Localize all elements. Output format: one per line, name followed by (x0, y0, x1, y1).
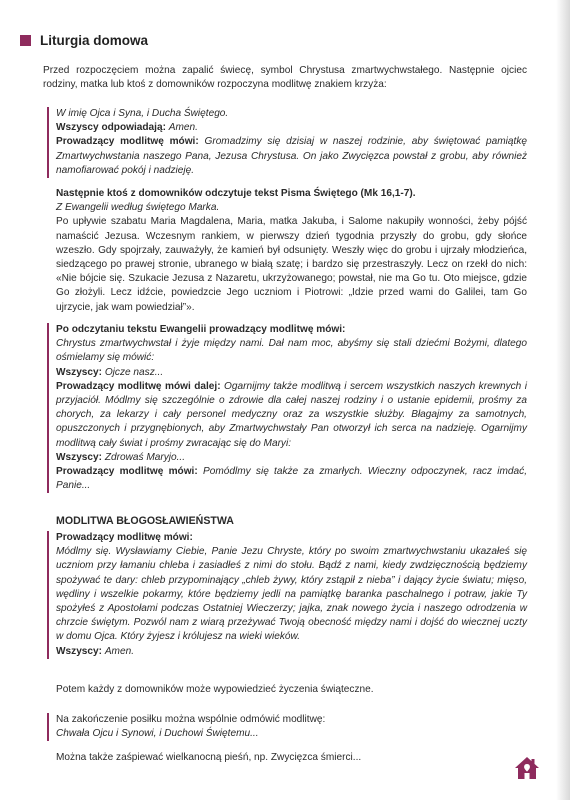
page-title: Liturgia domowa (40, 33, 148, 48)
blessing-title: MODLITWA BŁOGOSŁAWIEŃSTWA (56, 515, 234, 527)
blessing-box (47, 531, 527, 659)
scripture-heading: Następnie ktoś z domowników odczytuje tekst Pisma Świętego (Mk 16,1-7). (56, 188, 416, 199)
intro-paragraph: Przed rozpoczęciem można zapalić świecę, symbol Chrystusa zmartwychwstałego. Następnie ojciec rodziny, matka lub ktoś z domowników rozpoczyna modlitwę znakiem krzyża: (43, 65, 527, 91)
scripture-source: Z Ewangelii według świętego Marka. (56, 202, 220, 214)
closing-prayer: Chwała Ojcu i Synowi, i Duchowi Świętemu... (56, 728, 259, 740)
leader-label: Prowadzący modlitwę mówi: (56, 136, 199, 148)
gospel-prayer-heading: Po odczytaniu tekstu Ewangelii prowadzący modlitwę mówi: (56, 324, 346, 335)
all-label: Wszyscy: (56, 366, 103, 378)
header-marker (20, 35, 31, 46)
home-icon[interactable] (513, 755, 541, 781)
leader-label: Prowadzący modlitwę mówi dalej: (56, 380, 221, 392)
leader-label: Prowadzący modlitwę mówi: (56, 466, 198, 478)
page-edge-shadow (556, 0, 570, 800)
gospel-prayer-text: Chrystus zmartwychwstał i żyje między nami. Dał nam moc, abyśmy się stali dziećmi Bożymi, dlatego ośmielamy się mówić: (56, 338, 527, 364)
leader-label: Prowadzący modlitwę mówi: (56, 532, 193, 543)
all-label: Wszyscy odpowiadają: (56, 122, 166, 134)
opening-box (47, 107, 527, 178)
all-label: Wszyscy: (56, 451, 103, 463)
leader-text: Ogarnijmy także modlitwą i sercem wszystkich naszych krewnych i przyjaciół. Módlmy się szczególnie o zdrowie dla całej naszej rodziny i o ustanie epidemii, prośmy za chorych, za lekarzy i cały personel medyczny oraz za wszystkie służby. Błagajmy za samotnych, opuszczonych i przygnębionych, aby Zmartwychwstały Pan otworzył ich serca na nadzieję. Ogarnijmy modlitwą cały świat i prośmy zwracając się do Maryi: (56, 380, 527, 449)
scripture-section (56, 187, 527, 315)
opening-line: W imię Ojca i Syna, i Ducha Świętego. (56, 108, 229, 119)
closing-box (47, 713, 527, 741)
leader-text: Pomódlmy się także za zmarłych. Wieczny odpoczynek, racz imdać, Panie... (56, 466, 527, 492)
blessing-text: Módlmy się. Wysławiamy Ciebie, Panie Jezu Chryste, który po swoim zmartwychwstaniu ukazałeś się uczniom przy łamaniu chleba i zasiadłeś z nimi do stołu. Bądź z nami, kiedy zwdzięcznością będziemy spożywać te dary: chleb przypominający „chleb żywy, który zstąpił z nieba” i dający życie światu; mięso, wędliny i wszelkie pokarmy, które będziemy jedli na pamiątkę baranka paschalnego i potraw, jakie Ty spożyłeś z Apostołami podczas Ostatniej Wieczerzy; jajka, znak nowego życia i naszego odrodzenia w chrzcie świętym. Pozwól nam z wiarą przeżywać Twoją obecność między nami i dojść do wiecznej uczty w domu Ojca. Który żyjesz i królujesz na wieki wieków. (56, 546, 527, 643)
all-response: Amen. (168, 122, 198, 134)
all-response: Ojcze nasz... (104, 366, 164, 378)
song-paragraph: Można także zaśpiewać wielkanocną pieśń, np. Zwycięzca śmierci... (56, 752, 362, 763)
wishes-paragraph: Potem każdy z domowników może wypowiedzieć życzenia świąteczne. (56, 684, 374, 695)
all-response: Amen. (104, 645, 135, 657)
all-response: Zdrowaś Maryjo... (104, 451, 186, 463)
scripture-text: Po upływie szabatu Maria Magdalena, Maria, matka Jakuba, i Salome nakupiły wonności, żeby pójść namaścić Jezusa. Wczesnym rankiem, w pierwszy dzień tygodnia przyszły do grobu, gdy słońce wzeszło. Gdy spojrzały, zauważyły, że kamień był odsunięty. Weszły więc do grobu i ujrzały młodzieńca, siedzącego po prawej stronie, ubranego w białą szatę; i bardzo się przestraszyły. Lecz on rzekł do nich: «Nie bójcie się. Szukacie Jezusa z Nazaretu, ukrzyżowanego; powstał, nie ma Go tu. Oto miejsce, gdzie Go złożyli. Lecz idźcie, powiedzcie Jego uczniom i Piotrowi: „Idzie przed wami do Galilei, tam Go ujrzycie, jak wam powiedział”». (56, 216, 527, 313)
all-label: Wszyscy: (56, 645, 103, 657)
section-header (20, 33, 148, 48)
gospel-prayer-box (47, 323, 527, 493)
blessing-title-block (56, 514, 527, 528)
leader-text: Gromadzimy się dzisiaj w naszej rodzinie, aby świętować pamiątkę Zmartwychwstania naszego Pana, Jezusa Chrystusa. On jako Zwycięzca powstał z grobu, aby również namofiarować pokój i nadzieję. (56, 136, 527, 176)
closing-text: Na zakończenie posiłku można wspólnie odmówić modlitwę: (56, 714, 326, 725)
